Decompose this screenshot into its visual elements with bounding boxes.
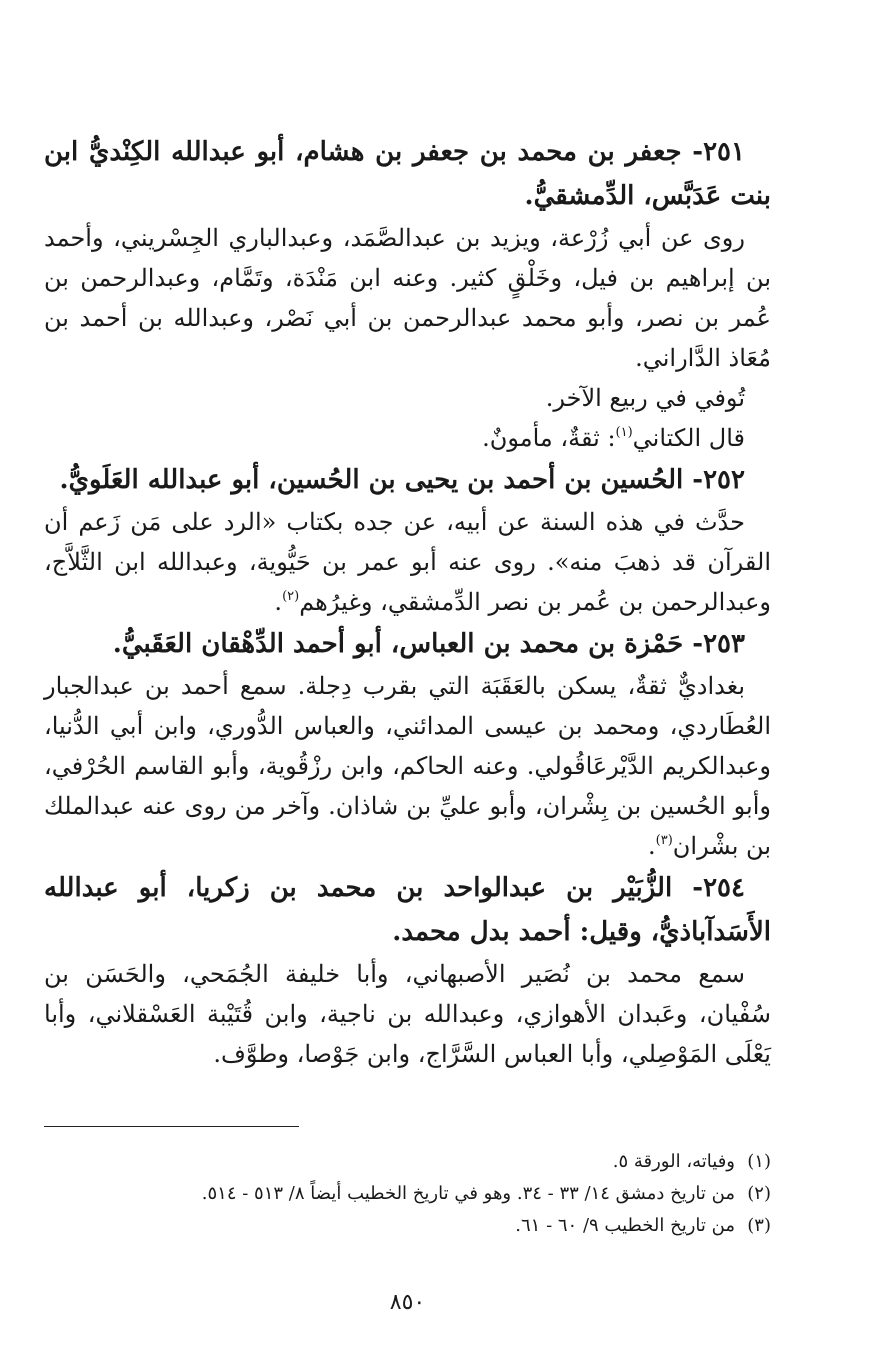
footnote-number: (٣) [747,1215,771,1236]
entry-body: روى عن أبي زُرْعة، ويزيد بن عبدالصَّمَد، وعبدالباري الجِسْريني، وأحمد بن إبراهيم بن فيل، وخَلْقٍ كثير. وعنه ابن مَنْدَة، وتَمَّام، وعبدالرحمن بن عُمر بن نصر، وأبو محمد عبدالرحمن بن أبي نَصْر، وعبدالله بن أحمد بن مُعَاذ الدَّاراني. [44,224,771,372]
grading-before: قال الكتاني [632,424,745,452]
entry-body [44,502,771,622]
entry-grading [44,418,771,458]
entry-heading: ٢٥٤- الزُّبَيْر بن عبدالواحد بن محمد بن زكريا، أبو عبدالله الأَسَدآباذيُّ، وقيل: أحمد بدل محمد. [44,873,771,947]
entries [44,130,771,1074]
footnote-text: من تاريخ دمشق ١٤/ ٣٣ - ٣٤. وهو في تاريخ الخطيب أيضاً ٨/ ٥١٣ - ٥١٤. [201,1183,735,1204]
footnote-divider [44,1126,299,1127]
entry-body: سمع محمد بن نُصَير الأصبهاني، وأبا خليفة الجُمَحي، والحَسَن بن سُفْيان، وعَبدان الأهوازي، وعبدالله بن ناجية، وابن قُتَيْبة العَسْقلاني، وأبا يَعْلَى المَوْصِلي، وأبا العباس السَّرَّاج، وابن جَوْصا، وطوَّف. [44,960,771,1068]
footnote-ref: (٣) [655,833,673,848]
entry-heading: ٢٥٢- الحُسين بن أحمد بن يحيى بن الحُسين، أبو عبدالله العَلَويُّ. [59,465,745,495]
footnote-number: (١) [747,1151,771,1172]
footnote-ref: (١) [615,425,633,440]
entry-body-end: . [274,588,283,616]
grading-after: : ثقةٌ، مأمونٌ. [482,424,616,452]
entry-252 [44,458,771,622]
entry-body-text: بغداديٌّ ثقةٌ، يسكن بالعَقَبَة التي بقرب دِجلة. سمع أحمد بن عبدالجبار العُطَاردي، ومحمد بن عيسى المدائني، والعباس الدُّوري، وابن أبي الدُّنيا، وعبدالكريم الدَّيْرعَاقُولي. وعنه الحاكم، وابن رزْقُوية، وأبو القاسم الحُرْفي، وأبو الحُسين بن بِشْران، وأبو عليِّ بن شاذان. وآخر من روى عنه عبدالملك بن بشْران [44,672,771,860]
footnote-ref: (٢) [282,589,300,604]
entry-254 [44,866,771,1074]
entry-body-text: حدَّث في هذه السنة عن أبيه، عن جده بكتاب «الرد على مَن زَعم أن القرآن قد ذهبَ منه». روى عنه أبو عمر بن حَيُّوية، وعبدالله ابن الثَّلاَّج، وعبدالرحمن بن عُمر بن نصر الدِّمشقي، وغيرُهم [44,508,771,616]
entry-body [44,666,771,866]
entry-253 [44,622,771,866]
footnote-number: (٢) [747,1183,771,1204]
entry-251 [44,130,771,458]
entry-body-end: . [648,832,656,860]
footnote [44,1210,771,1242]
entry-heading: ٢٥١- جعفر بن محمد بن جعفر بن هشام، أبو عبدالله الكِنْديُّ ابن بنت عَدَبَّس، الدِّمشقيُّ. [44,137,771,211]
page-number: ٨٥٠ [389,1290,426,1315]
footnote-text: من تاريخ الخطيب ٩/ ٦٠ - ٦١. [515,1215,735,1236]
page [44,0,771,1370]
footnotes [44,1146,771,1242]
footnote-text: وفياته، الورقة ٥. [612,1151,735,1172]
entry-heading: ٢٥٣- حَمْزة بن محمد بن العباس، أبو أحمد الدِّهْقان العَقَبيُّ. [112,629,745,659]
footnote [44,1178,771,1210]
entry-death-note: تُوفي في ربيع الآخر. [545,384,745,412]
footnote [44,1146,771,1178]
